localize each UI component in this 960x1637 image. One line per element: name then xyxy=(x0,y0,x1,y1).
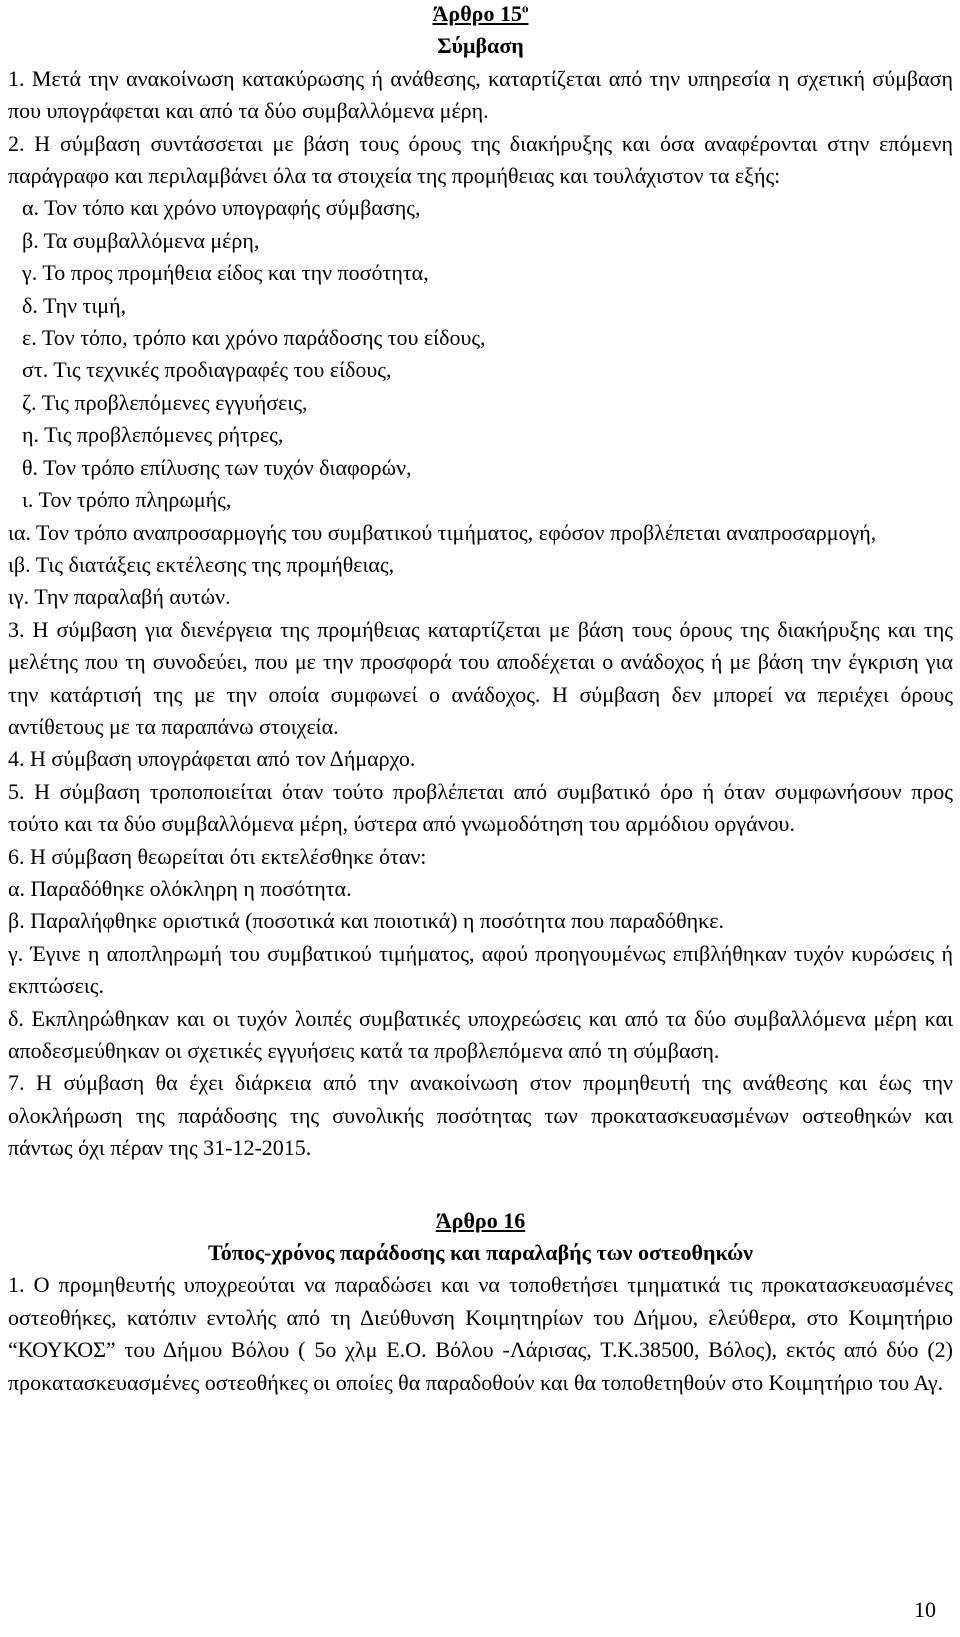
list-item: στ. Τις τεχνικές προδιαγραφές του είδους, xyxy=(22,357,392,383)
list-item: ε. Τον τόπο, τρόπο και χρόνο παράδοσης του είδους, xyxy=(22,325,486,351)
article-15-paragraph-6b: β. Παραλήφθηκε οριστικά (ποσοτικά και ποιοτικά) η ποσότητα που παραδόθηκε. xyxy=(8,908,724,934)
list-item-ia: ια. Τον τρόπο αναπροσαρμογής του συμβατικού τιμήματος, εφόσον προβλέπεται αναπροσαρμογή, xyxy=(8,519,877,545)
list-item: η. Τις προβλεπόμενες ρήτρες, xyxy=(22,422,284,448)
article-15-paragraph-3: 3. Η σύμβαση για διενέργεια της προμήθειας καταρτίζεται με βάση τους όρους της διακήρυξης και της μελέτης που τη συνοδεύει, που με την προσφορά του αποδέχεται ο ανάδοχος ή με βάση την έγκριση για την κατάρτισή της με την οποία συμφωνεί ο ανάδοχος. Η σύμβαση δεν μπορεί να περιέχει όρους αντίθετους με τα παραπάνω στοιχεία. xyxy=(8,616,953,739)
article-15-item-list xyxy=(8,192,953,516)
page-number: 10 xyxy=(914,1597,936,1622)
article-15-paragraph-6a: α. Παραδόθηκε ολόκληρη η ποσότητα. xyxy=(8,875,352,901)
list-item: θ. Τον τρόπο επίλυσης των τυχόν διαφορών, xyxy=(22,454,412,480)
list-item-ig: ιγ. Την παραλαβή αυτών. xyxy=(8,584,231,610)
article-15-paragraph-2: 2. Η σύμβαση συντάσσεται με βάση τους όρους της διακήρυξης και όσα αναφέρονται στην επόμενη παράγραφο και περιλαμβάνει όλα τα στοιχεία της προμήθειας και τουλάχιστον τα εξής: xyxy=(8,130,953,189)
document-body xyxy=(8,0,953,1399)
list-item: α. Τον τόπο και χρόνο υπογραφής σύμβασης, xyxy=(22,195,421,221)
article-15-paragraph-4: 4. Η σύμβαση υπογράφεται από τον Δήμαρχο. xyxy=(8,746,416,772)
article-15-paragraph-6d: δ. Εκπληρώθηκαν και οι τυχόν λοιπές συμβατικές υποχρεώσεις και από τα δύο συμβαλλόμενα μέρη και αποδεσμεύθηκαν οι σχετικές εγγυήσεις κατά τα προβλεπόμενα από τη σύμβαση. xyxy=(8,1005,953,1063)
article-15-subtitle: Σύμβαση xyxy=(437,33,524,59)
article-15-paragraph-5: 5. Η σύμβαση τροποποιείται όταν τούτο προβλέπεται από συμβατικό όρο ή όταν συμφωνήσουν προς τούτο και τα δύο συμβαλλόμενα μέρη, ύστερα από γνωμοδότηση του αρμόδιου οργάνου. xyxy=(8,778,953,837)
section-gap xyxy=(8,1165,953,1205)
list-item-ib: ιβ. Τις διατάξεις εκτέλεσης της προμήθειας, xyxy=(8,551,395,577)
article-15-paragraph-6c: γ. Έγινε η αποπληρωμή του συμβατικού τιμήματος, αφού προηγουμένως επιβλήθηκαν τυχόν κυρώσεις ή εκπτώσεις. xyxy=(8,940,953,999)
list-item: δ. Την τιμή, xyxy=(22,292,127,318)
article-16-subtitle: Τόπος-χρόνος παράδοσης και παραλαβής των οστεοθηκών xyxy=(208,1240,753,1266)
article-15-paragraph-6: 6. Η σύμβαση θεωρείται ότι εκτελέσθηκε όταν: xyxy=(8,843,427,869)
article-15-paragraph-1: 1. Μετά την ανακοίνωση κατακύρωσης ή ανάθεσης, καταρτίζεται από την υπηρεσία η σχετική σύμβαση που υπογράφεται και από τα δύο συμβαλλόμενα μέρη. xyxy=(8,65,953,124)
article-15-paragraph-7: 7. Η σύμβαση θα έχει διάρκεια από την ανακοίνωση στον προμηθευτή της ανάθεσης και έως την ολοκλήρωση της παράδοσης της συνολικής ποσότητας των προκατασκευασμένων οστεοθηκών και πάντως όχι πέραν της 31-12-2015. xyxy=(8,1070,953,1161)
list-item: ι. Τον τρόπο πληρωμής, xyxy=(22,487,232,513)
list-item: ζ. Τις προβλεπόμενες εγγυήσεις, xyxy=(22,389,308,415)
list-item: β. Τα συμβαλλόμενα μέρη, xyxy=(22,227,260,253)
article-16-paragraph-1: 1. Ο προμηθευτής υποχρεούται να παραδώσει και να τοποθετήσει τμηματικά τις προκατασκευασμένες οστεοθήκες, κατόπιν εντολής από τη Διεύθυνση Κοιμητηρίων του Δήμου, ελεύθερα, στο Κοιμητήριο “ΚΟΥΚΟΣ” του Δήμου Βόλου ( 5ο χλμ Ε.Ο. Βόλου -Λάρισας, Τ.Κ.38500, Βόλος), εκτός από δύο (2) προκατασκευασμένες οστεοθήκες οι οποίες θα παραδοθούν και θα τοποθετηθούν στο Κοιμητήριο του Αγ. xyxy=(8,1272,953,1395)
article-15-title: Άρθρο $15^o$ xyxy=(432,0,529,26)
list-item: γ. Το προς προμήθεια είδος και την ποσότητα, xyxy=(22,260,429,286)
article-16-title: Άρθρο 16 xyxy=(435,1207,526,1233)
